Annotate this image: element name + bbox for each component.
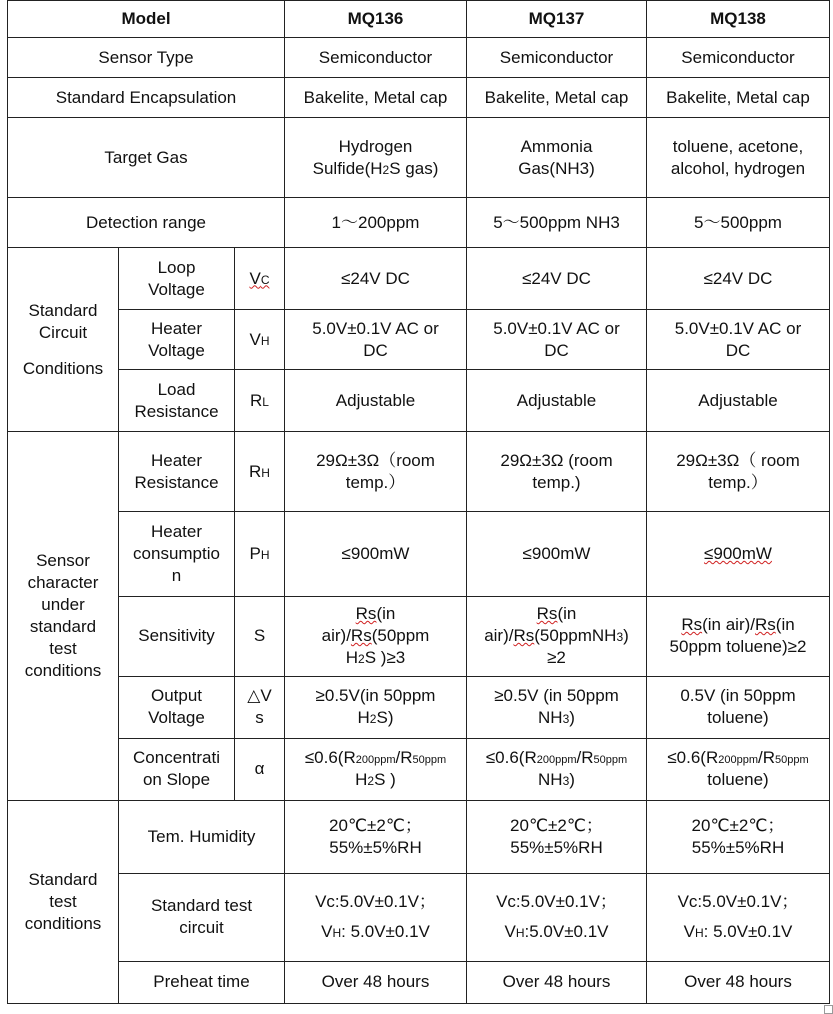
detection-range-label: Detection range bbox=[8, 198, 285, 248]
load-resistance-mq136: Adjustable bbox=[285, 370, 467, 432]
sensor-character-group: Sensor character under standard test conditions bbox=[8, 432, 119, 800]
preheat-label: Preheat time bbox=[119, 961, 285, 1003]
text-line: Gas(NH3) bbox=[518, 158, 595, 178]
spec-document bbox=[7, 0, 829, 1004]
heater-consumption-mq136: ≤900mW bbox=[285, 512, 467, 596]
heater-voltage-row bbox=[8, 310, 830, 370]
target-gas-mq137 bbox=[467, 118, 647, 198]
preheat-mq137: Over 48 hours bbox=[467, 961, 647, 1003]
preheat-row bbox=[8, 961, 830, 1003]
encapsulation-row bbox=[8, 78, 830, 118]
preheat-mq136: Over 48 hours bbox=[285, 961, 467, 1003]
detection-range-mq138: 5～500ppm bbox=[647, 198, 830, 248]
detection-range-mq136: 1～200ppm bbox=[285, 198, 467, 248]
heater-resistance-mq136: 29Ω±3Ω（room temp.） bbox=[285, 432, 467, 512]
loop-voltage-mq137: ≤24V DC bbox=[467, 248, 647, 310]
target-gas-mq136 bbox=[285, 118, 467, 198]
heater-consumption-row bbox=[8, 512, 830, 596]
output-voltage-row bbox=[8, 676, 830, 738]
encapsulation-mq136: Bakelite, Metal cap bbox=[285, 78, 467, 118]
output-voltage-label: Output Voltage bbox=[119, 676, 235, 738]
test-circuit-mq137: Vc:5.0V±0.1V； VH:5.0V±0.1V bbox=[467, 873, 647, 961]
sensitivity-mq137: Rs(in air)/Rs(50ppmNH3) ≥2 bbox=[467, 596, 647, 676]
load-resistance-label: Load Resistance bbox=[119, 370, 235, 432]
detection-range-mq137: 5～500ppm NH3 bbox=[467, 198, 647, 248]
encapsulation-label: Standard Encapsulation bbox=[8, 78, 285, 118]
sensor-type-label: Sensor Type bbox=[8, 38, 285, 78]
encapsulation-mq137: Bakelite, Metal cap bbox=[467, 78, 647, 118]
encapsulation-mq138: Bakelite, Metal cap bbox=[647, 78, 830, 118]
text-line: Hydrogen bbox=[338, 136, 413, 156]
test-circuit-mq136: Vc:5.0V±0.1V； VH: 5.0V±0.1V bbox=[285, 873, 467, 961]
detection-range-row bbox=[8, 198, 830, 248]
sensitivity-label: Sensitivity bbox=[119, 596, 235, 676]
humidity-row bbox=[8, 800, 830, 873]
loop-voltage-label: Loop Voltage bbox=[119, 248, 235, 310]
sensor-type-mq137: Semiconductor bbox=[467, 38, 647, 78]
test-circuit-label: Standard test circuit bbox=[119, 873, 285, 961]
humidity-label: Tem. Humidity bbox=[119, 800, 285, 873]
concentration-slope-mq138: ≤0.6(R200ppm/R50ppm toluene) bbox=[647, 738, 830, 800]
concentration-slope-mq136: ≤0.6(R200ppm/R50ppm H2S ) bbox=[285, 738, 467, 800]
model-mq137: MQ137 bbox=[467, 1, 647, 38]
heater-consumption-symbol: PH bbox=[235, 512, 285, 596]
model-mq136: MQ136 bbox=[285, 1, 467, 38]
sensor-spec-table bbox=[7, 0, 830, 1004]
test-circuit-mq138: Vc:5.0V±0.1V； VH: 5.0V±0.1V bbox=[647, 873, 830, 961]
text-line: alcohol, hydrogen bbox=[670, 158, 806, 178]
loop-voltage-symbol: VC bbox=[235, 248, 285, 310]
concentration-slope-label: Concentrati on Slope bbox=[119, 738, 235, 800]
concentration-slope-row bbox=[8, 738, 830, 800]
sensor-type-mq138: Semiconductor bbox=[647, 38, 830, 78]
humidity-mq136: 20℃±2℃； 55%±5%RH bbox=[285, 800, 467, 873]
preheat-mq138: Over 48 hours bbox=[647, 961, 830, 1003]
heater-voltage-mq138: 5.0V±0.1V AC or DC bbox=[647, 310, 830, 370]
table-resize-handle[interactable] bbox=[824, 1005, 833, 1014]
concentration-slope-symbol: α bbox=[235, 738, 285, 800]
load-resistance-symbol: RL bbox=[235, 370, 285, 432]
model-mq138: MQ138 bbox=[647, 1, 830, 38]
humidity-mq137: 20℃±2℃； 55%±5%RH bbox=[467, 800, 647, 873]
heater-resistance-symbol: RH bbox=[235, 432, 285, 512]
sensor-type-mq136: Semiconductor bbox=[285, 38, 467, 78]
heater-resistance-label: Heater Resistance bbox=[119, 432, 235, 512]
test-circuit-row bbox=[8, 873, 830, 961]
target-gas-mq138 bbox=[647, 118, 830, 198]
test-conditions-group: Standard test conditions bbox=[8, 800, 119, 1003]
sensitivity-mq138: Rs(in air)/Rs(in 50ppm toluene)≥2 bbox=[647, 596, 830, 676]
circuit-conditions-group: Standard Circuit Conditions bbox=[8, 248, 119, 432]
load-resistance-row bbox=[8, 370, 830, 432]
heater-voltage-mq136: 5.0V±0.1V AC or DC bbox=[285, 310, 467, 370]
heater-voltage-label: Heater Voltage bbox=[119, 310, 235, 370]
loop-voltage-mq136: ≤24V DC bbox=[285, 248, 467, 310]
loop-voltage-mq138: ≤24V DC bbox=[647, 248, 830, 310]
header-row bbox=[8, 1, 830, 38]
output-voltage-mq138: 0.5V (in 50ppm toluene) bbox=[647, 676, 830, 738]
output-voltage-symbol: △V s bbox=[235, 676, 285, 738]
output-voltage-mq136: ≥0.5V(in 50ppm H2S) bbox=[285, 676, 467, 738]
heater-resistance-row bbox=[8, 432, 830, 512]
heater-consumption-label: Heater consumptio n bbox=[119, 512, 235, 596]
model-header: Model bbox=[8, 1, 285, 38]
target-gas-label: Target Gas bbox=[8, 118, 285, 198]
sensitivity-mq136: Rs(in air)/Rs(50ppm H2S )≥3 bbox=[285, 596, 467, 676]
target-gas-row bbox=[8, 118, 830, 198]
concentration-slope-mq137: ≤0.6(R200ppm/R50ppm NH3) bbox=[467, 738, 647, 800]
load-resistance-mq137: Adjustable bbox=[467, 370, 647, 432]
heater-voltage-mq137: 5.0V±0.1V AC or DC bbox=[467, 310, 647, 370]
heater-consumption-mq138: ≤900mW bbox=[647, 512, 830, 596]
text-line: Ammonia bbox=[520, 136, 593, 156]
sensor-type-row bbox=[8, 38, 830, 78]
heater-resistance-mq137: 29Ω±3Ω (room temp.) bbox=[467, 432, 647, 512]
heater-resistance-mq138: 29Ω±3Ω（ room temp.） bbox=[647, 432, 830, 512]
text-line: Sulfide(H2S gas) bbox=[312, 158, 439, 178]
output-voltage-mq137: ≥0.5V (in 50ppm NH3) bbox=[467, 676, 647, 738]
loop-voltage-row bbox=[8, 248, 830, 310]
text-line: toluene, acetone, bbox=[672, 136, 804, 156]
heater-consumption-mq137: ≤900mW bbox=[467, 512, 647, 596]
load-resistance-mq138: Adjustable bbox=[647, 370, 830, 432]
sensitivity-row bbox=[8, 596, 830, 676]
sensitivity-symbol: S bbox=[235, 596, 285, 676]
heater-voltage-symbol: VH bbox=[235, 310, 285, 370]
humidity-mq138: 20℃±2℃； 55%±5%RH bbox=[647, 800, 830, 873]
